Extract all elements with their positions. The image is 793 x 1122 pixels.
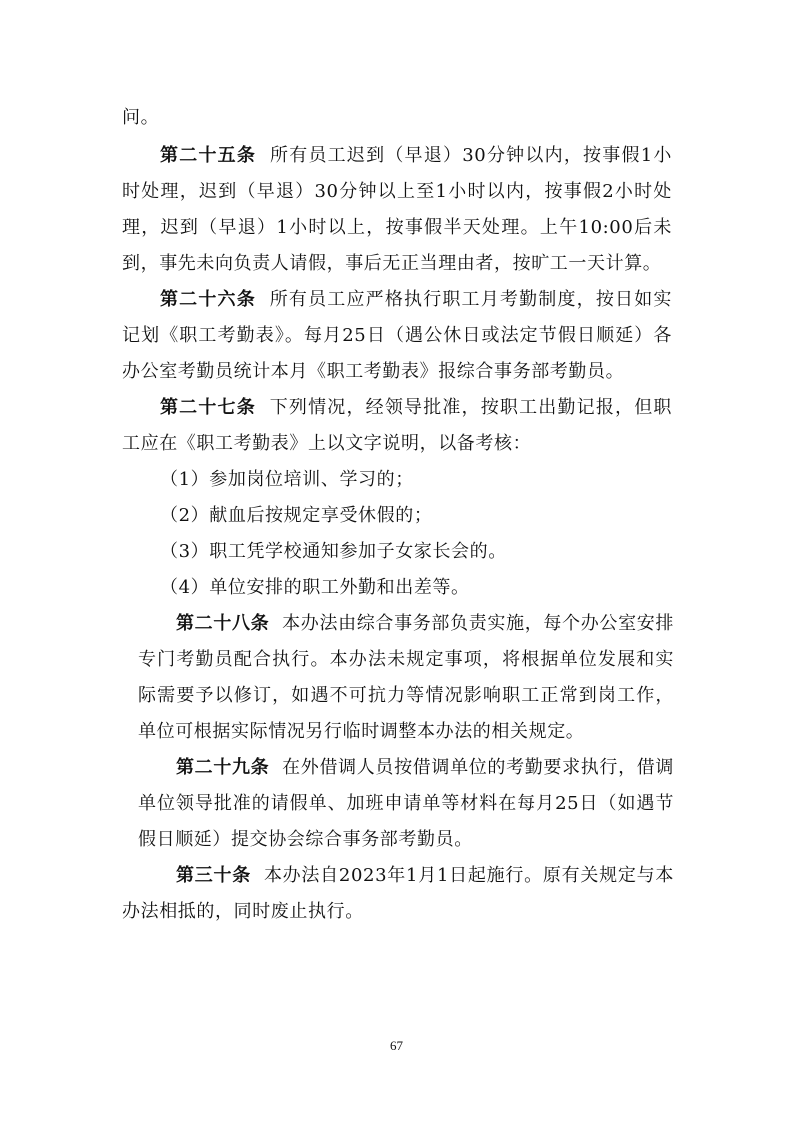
article-30 <box>122 858 674 930</box>
article-28 <box>138 606 674 750</box>
continuation-paragraph <box>122 100 672 136</box>
article-heading: 第二十五条 <box>160 145 257 166</box>
article-heading: 第二十八条 <box>176 613 270 634</box>
list-item: （3）职工凭学校通知参加子女家长会的。 <box>160 541 507 562</box>
paragraph-text: 问。 <box>122 107 160 128</box>
article-heading: 第二十七条 <box>160 397 256 418</box>
article-text: 在外借调人员按借调单位的考勤要求执行，借调单位领导批准的请假单、加班申请单等材料在每月25日（如遇节假日顺延）提交协会综合事务部考勤员。 <box>138 757 674 850</box>
article-text: 所有员工迟到（早退）30分钟以内，按事假1小时处理，迟到（早退）30分钟以上至1小时以内，按事假2小时处理，迟到（早退）1小时以上，按事假半天处理。上午10:00后未到，事先未向负责人请假，事后无正当理由者，按旷工一天计算。 <box>122 145 672 274</box>
list-item: （4）单位安排的职工外勤和出差等。 <box>160 577 470 598</box>
article-text: 本办法自2023年1月1日起施行。原有关规定与本办法相抵的，同时废止执行。 <box>122 865 674 922</box>
list-item: （1）参加岗位培训、学习的； <box>160 469 414 490</box>
article-text: 所有员工应严格执行职工月考勤制度，按日如实记划《职工考勤表》。每月25日（遇公休日或法定节假日顺延）各办公室考勤员统计本月《职工考勤表》报综合事务部考勤员。 <box>122 289 672 382</box>
article-text: 下列情况，经领导批准，按职工出勤记报，但职工应在《职工考勤表》上以文字说明，以备考核： <box>122 397 672 454</box>
article-heading: 第二十六条 <box>160 289 256 310</box>
page-number: 67 <box>390 1038 403 1053</box>
article-heading: 第二十九条 <box>176 757 270 778</box>
article-heading: 第三十条 <box>176 865 251 886</box>
article-text: 本办法由综合事务部负责实施，每个办公室安排专门考勤员配合执行。本办法未规定事项，将根据单位发展和实际需要予以修订，如遇不可抗力等情况影响职工正常到岗工作，单位可根据实际情况另行临时调整本办法的相关规定。 <box>138 613 674 742</box>
article-27 <box>122 390 672 462</box>
list-item: （2）献血后按规定享受休假的； <box>160 505 433 526</box>
article-26 <box>122 282 672 390</box>
article-25 <box>122 138 672 282</box>
article-29 <box>138 750 674 858</box>
